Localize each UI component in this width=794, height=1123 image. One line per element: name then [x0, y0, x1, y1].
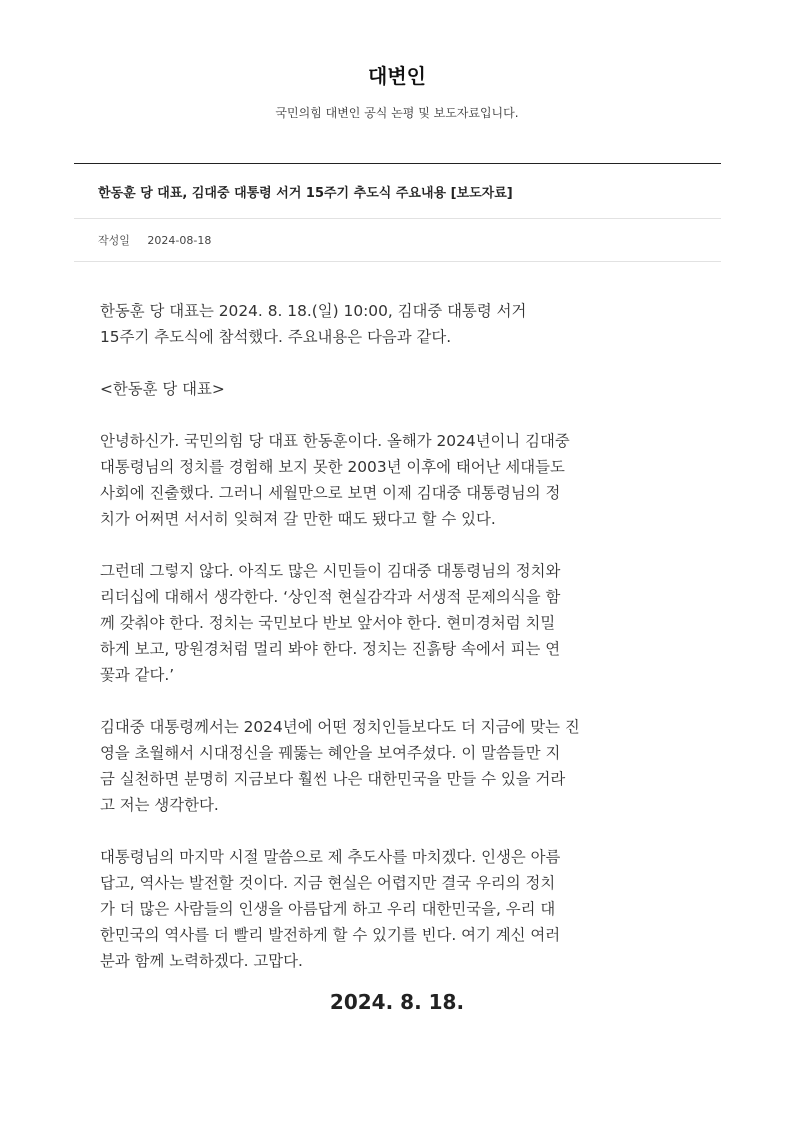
divider-title [74, 218, 721, 219]
meta-label: 작성일 [98, 234, 130, 247]
paragraph-gap [100, 532, 700, 558]
paragraph-gap [100, 402, 700, 428]
paragraph-gap [100, 350, 700, 376]
site-title: 대변인 [368, 64, 426, 88]
body-line: 대통령님의 정치를 경험해 보지 못한 2003년 이후에 태어난 세대들도 [100, 458, 565, 476]
body-line: 한동훈 당 대표는 2024. 8. 18.(일) 10:00, 김대중 대통령 서거 [100, 302, 527, 320]
body-line: 고 저는 생각한다. [100, 796, 219, 814]
body-line: 금 실천하면 분명히 지금보다 훨씬 나은 대한민국을 만들 수 있을 거라 [100, 770, 566, 788]
body-line: 대통령님의 마지막 시절 말씀으로 제 추도사를 마치겠다. 인생은 아름 [100, 848, 561, 866]
body-line: 안녕하신가. 국민의힘 당 대표 한동훈이다. 올해가 2024년이니 김대중 [100, 432, 570, 450]
body-line: 치가 어쩌면 서서히 잊혀져 갈 만한 때도 됐다고 할 수 있다. [100, 510, 496, 528]
body-line: 리더십에 대해서 생각한다. ‘상인적 현실감각과 서생적 문제의식을 함 [100, 588, 561, 606]
body-line: 김대중 대통령께서는 2024년에 어떤 정치인들보다도 더 지금에 맞는 진 [100, 718, 580, 736]
body-line: 답고, 역사는 발전할 것이다. 지금 현실은 어렵지만 결국 우리의 정치 [100, 874, 556, 892]
body-line: 분과 함께 노력하겠다. 고맙다. [100, 952, 303, 970]
body-line: 한민국의 역사를 더 빨리 발전하게 할 수 있기를 빈다. 여기 계신 여러 [100, 926, 561, 944]
body-line: 영을 초월해서 시대정신을 꿰뚫는 혜안을 보여주셨다. 이 말씀들만 지 [100, 744, 561, 762]
paragraph-gap [100, 818, 700, 844]
meta-date: 2024-08-18 [147, 234, 212, 247]
body-line: 15주기 추도식에 참석했다. 주요내용은 다음과 같다. [100, 328, 452, 346]
body-line: <한동훈 당 대표> [100, 380, 225, 398]
body-line: 사회에 진출했다. 그러니 세월만으로 보면 이제 김대중 대통령님의 정 [100, 484, 561, 502]
site-subtitle: 국민의힘 대변인 공식 논평 및 보도자료입니다. [275, 106, 519, 120]
post-title: 한동훈 당 대표, 김대중 대통령 서거 15주기 추도식 주요내용 [보도자료] [98, 186, 513, 201]
body-line: 하게 보고, 망원경처럼 멀리 봐야 한다. 정치는 진흙탕 속에서 피는 연 [100, 640, 561, 658]
body-line: 께 갖춰야 한다. 정치는 국민보다 반보 앞서야 한다. 현미경처럼 치밀 [100, 614, 556, 632]
footer-date: 2024. 8. 18. [329, 990, 465, 1014]
divider-meta [74, 261, 721, 262]
article-body [100, 298, 700, 974]
paragraph-gap [100, 688, 700, 714]
body-line: 그런데 그렇지 않다. 아직도 많은 시민들이 김대중 대통령님의 정치와 [100, 562, 561, 580]
post-meta [98, 232, 211, 248]
body-line: 가 더 많은 사람들의 인생을 아름답게 하고 우리 대한민국을, 우리 대 [100, 900, 556, 918]
divider-top [74, 163, 721, 164]
body-line: 꽃과 같다.’ [100, 666, 175, 684]
